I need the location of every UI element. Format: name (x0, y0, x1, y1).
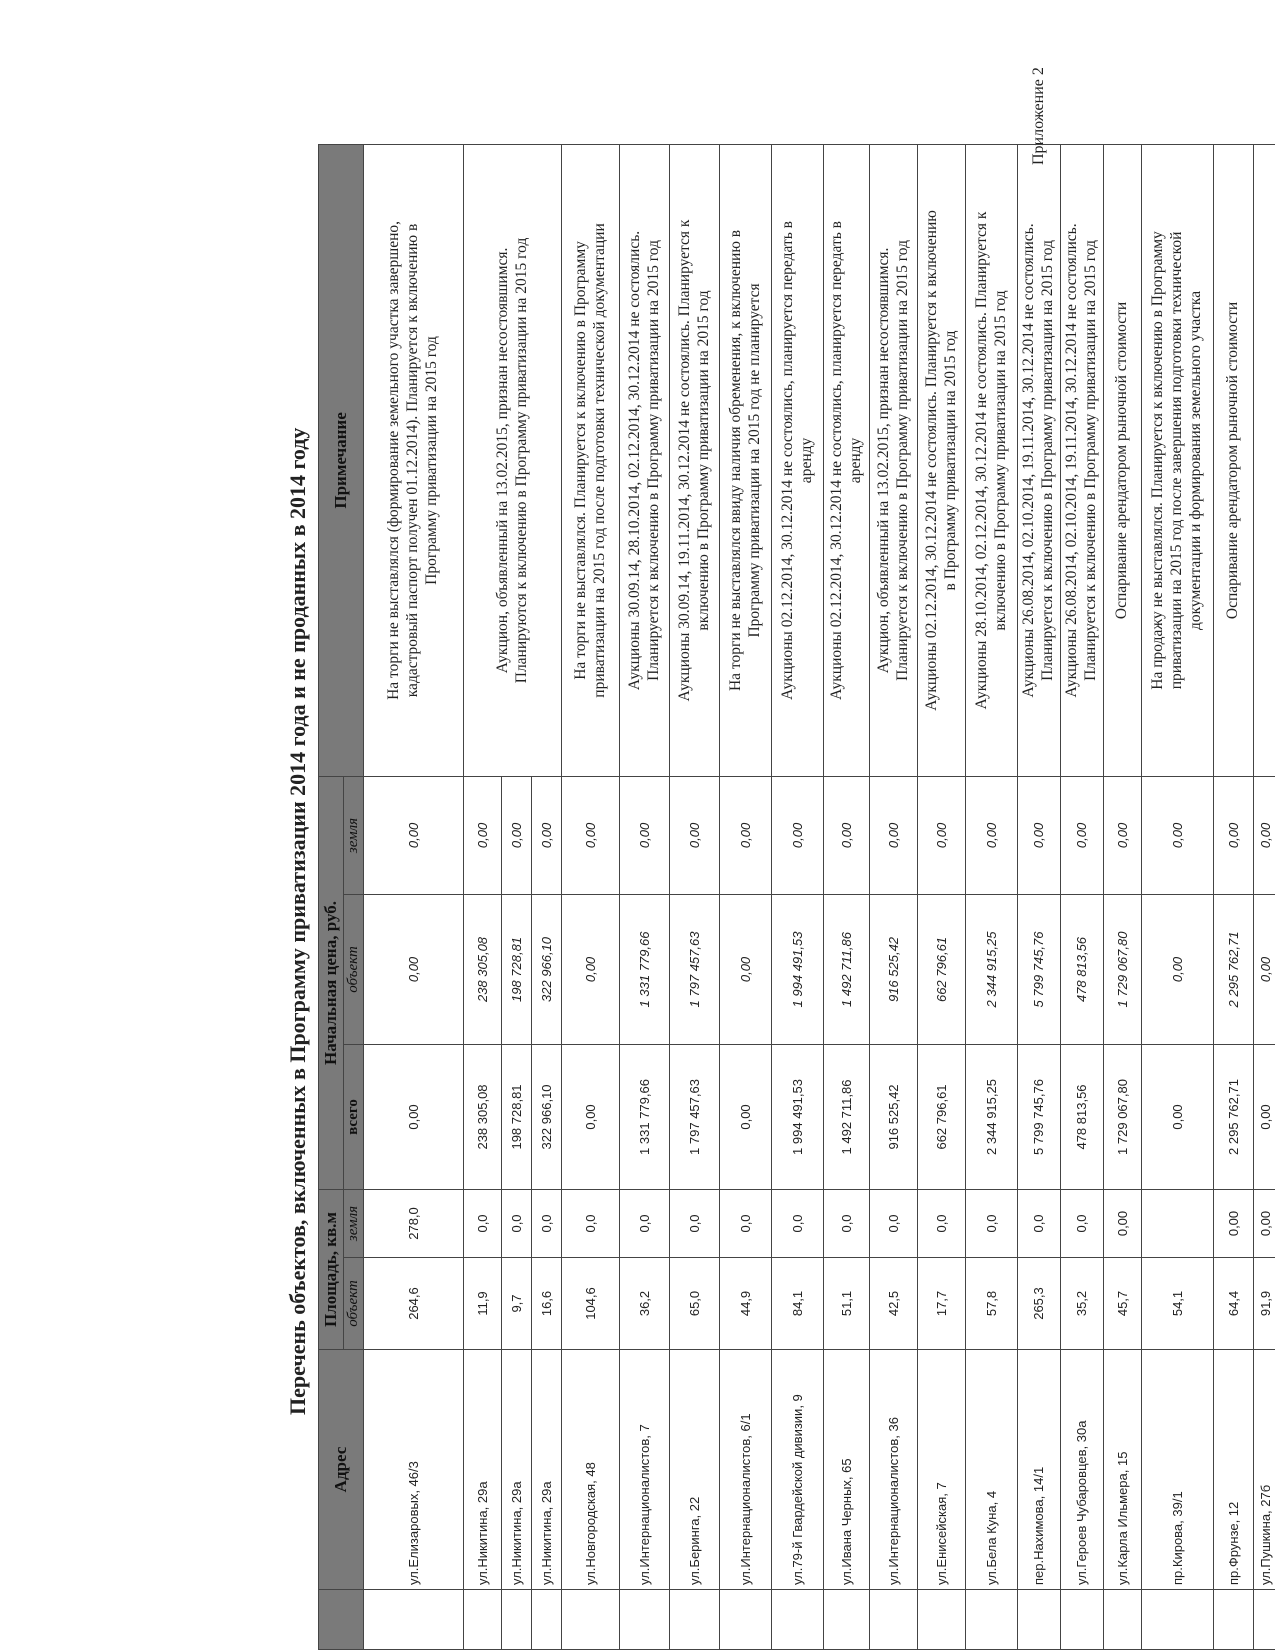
table-row (1213, 144, 1253, 1649)
row-area-object: 265,3 (1018, 1258, 1061, 1350)
row-price-land: 0,00 (562, 776, 620, 894)
row-price-total: 1 331 779,66 (620, 1044, 670, 1189)
note-line: Планируются к включению в Программу приватизации на 2015 год (512, 237, 530, 684)
table-row (918, 144, 966, 1649)
row-area-object: 36,2 (620, 1258, 670, 1350)
row-area-land: 0,0 (502, 1189, 532, 1257)
row-area-land: 0,0 (1060, 1189, 1103, 1257)
row-index (1103, 1590, 1141, 1650)
row-note (1141, 144, 1213, 776)
row-index (1060, 1590, 1103, 1650)
row-price-land: 0,00 (502, 776, 532, 894)
row-price-object: 5 799 745,76 (1018, 894, 1061, 1044)
row-area-object: 35,2 (1060, 1258, 1103, 1350)
row-price-land: 0,00 (870, 776, 918, 894)
row-price-land: 0,00 (772, 776, 824, 894)
table-row (720, 144, 772, 1649)
row-price-total: 322 966,10 (532, 1044, 562, 1189)
table-row (1018, 144, 1061, 1649)
note-line: аренду (797, 437, 815, 484)
note-line: Оспаривание арендатором рыночной стоимости (1223, 301, 1241, 620)
row-index (532, 1590, 562, 1650)
note-line: приватизации на 2015 год после подготовки технической документации (590, 223, 608, 698)
row-price-object: 0,00 (1253, 894, 1275, 1044)
row-price-object: 1 331 779,66 (620, 894, 670, 1044)
row-index (1141, 1590, 1213, 1650)
row-note (1018, 144, 1061, 776)
note-line: Аукционы 26.08.2014, 02.10.2014, 19.11.2014, 30.12.2014 не состоялись. (1062, 223, 1080, 698)
row-area-land: 0,0 (532, 1189, 562, 1257)
row-note (670, 144, 720, 776)
note-line: Аукционы 02.12.2014, 30.12.2014 не состоялись. Планируется к включению (922, 210, 940, 711)
header-area-land: земля (344, 1189, 364, 1257)
row-price-land: 0,00 (824, 776, 870, 894)
rotated-page: Приложение 2 Перечень объектов, включенных в Программу приватизации 2014 года и не проданных в 2014 году Адрес Площадь, кв.м Начальная цена, руб. Примечание объект земля всего объект земля ул.Елизаровых, 46/3 264,6 278,0 0,00 0,00 0,00 На торги не выставлялся (формирование земельного участка завершено, кадастровый паспорт получен 01.12.2014). Планируется к включению в Программу приватизации на 2015 год ул.Никитина, 29а 11,9 0,0 238 305,08 238 305,08 0,00 Аукцион, объявленный на 13.02.2015, признан несостоявшимся. Планируются к включению в Программу приватизации на 2015 год ул.Никитина, 29а 9,7 0,0 198 728,81 198 728,81 0,00 ул.Никитина, 29а 16,6 0,0 322 966,10 322 966,10 0,00 ул.Новгородская, 48 104,6 0,0 0,00 0,00 0,00 На торги не выставлялся. Планируется к включению в Программу приватизации на 2015 год после подготовки технической документации ул.Интернационалистов, 7 36,2 0,0 1 331 779,66 1 331 779,66 0,00 Аукционы 30.09.14, 28.10.2014, 02.12.2014, 30.12.2014 не состоялись. Планируется к включению в Программу приватизации на 2015 год ул.Беринга, 22 65,0 0,0 1 797 457,63 1 797 457,63 0,00 Аукционы 30.09.14, 19.11.2014, 30.12.2014 не состоялись. Планируется к включению в Программу приватизации на 2015 год ул.Интернационалистов, 6/1 44,9 0,0 0,00 0,00 0,00 На торги не выставлялся ввиду наличия обременения, к включению в Программу приватизации на 2015 год не планируется ул.79-й Гвардейской дивизии, 9 84,1 0,0 1 994 491,53 1 994 491,53 0,00 Аукционы 02.12.2014, 30.12.2014 не состоялись, планируется передать в аренду ул.Ивана Черных, 65 51,1 0,0 1 492 711,86 1 492 711,86 0,00 Аукционы 02.12.2014, 30.12.2014 не состоялись, планируется передать в аренду ул.Интернационалистов, 36 42,5 0,0 916 525,42 916 525,42 0,00 Аукцион, объявленный на 13.02.2015, признан несостоявшимся. Планируется к включению в Программу приватизации на 2015 год ул.Енисейская, 7 17,7 0,0 662 796,61 662 796,61 0,00 Аукционы 02.12.2014, 30.12.2014 не состоялись. Планируется к включению в Программу приватизации на 2015 год ул.Бела Куна, 4 57,8 0,0 2 344 915,25 2 344 915,25 0,00 Аукционы 28.10.2014, 02.12.2014, 30.12.2014 не состоялись. Планируется к включению в Программу приватизации на 2015 год пер.Нахимова, 14/1 265,3 0,0 5 799 745,76 5 799 745,76 0,00 Аукционы 26.08.2014, 02.10.2014, 19.11.2014, 30.12.2014 не состоялись. Планируется к включению в Программу приватизации на 2015 год ул.Героев Чубаровцев, 30а 35,2 0,0 478 813,56 478 813,56 0,00 Аукционы 26.08.2014, 02.10.2014, 19.11.2014, 30.12.2014 не состоялись. Планируется к включению в Программу приватизации на 2015 год ул.Карла Ильмера, 15 45,7 0,00 1 729 067,80 1 729 067,80 0,00 Оспаривание арендатором рыночной стоимости пр.Кирова, 39/1 54,1 0,00 0,00 0,00 На продажу не выставлялся. Планируется к включению в Программу приватизации на 2015 год после завершения подготовки технической документации и формирования земельного участка пр.Фрунзе, 12 64,4 0,00 2 295 762,71 2 295 762,71 0,00 Оспаривание арендатором рыночной стоимости ул.Пушкина, 27б 91,9 0,00 0,00 0,00 0,00 (0, 0, 1275, 1650)
row-note (364, 144, 464, 776)
row-price-object: 198 728,81 (502, 894, 532, 1044)
row-area-object: 91,9 (1253, 1258, 1275, 1350)
row-price-object: 1 797 457,63 (670, 894, 720, 1044)
header-area: Площадь, кв.м (319, 1189, 344, 1349)
header-idx (319, 1590, 364, 1650)
row-area-object: 264,6 (364, 1258, 464, 1350)
note-line: Аукцион, объявленный на 13.02.2015, признан несостоявшимся. (493, 247, 511, 674)
table-row (824, 144, 870, 1649)
row-price-total: 2 295 762,71 (1213, 1044, 1253, 1189)
row-index (1253, 1590, 1275, 1650)
row-price-land: 0,00 (364, 776, 464, 894)
row-address: ул.Новгородская, 48 (562, 1350, 620, 1590)
row-area-land: 0,0 (720, 1189, 772, 1257)
note-line: Планируется к включению в Программу приватизации на 2015 год (644, 240, 662, 681)
row-note (464, 144, 562, 776)
row-area-land: 0,0 (966, 1189, 1018, 1257)
note-line: Аукционы 28.10.2014, 02.12.2014, 30.12.2014 не состоялись. Планируется к (972, 211, 990, 710)
row-address: пр.Кирова, 39/1 (1141, 1350, 1213, 1590)
row-address: ул.Героев Чубаровцев, 30а (1060, 1350, 1103, 1590)
table-row (620, 144, 670, 1649)
row-price-object: 478 813,56 (1060, 894, 1103, 1044)
row-address: ул.Интернационалистов, 36 (870, 1350, 918, 1590)
note-line: документации и формирования земельного участка (1186, 290, 1204, 631)
row-note (620, 144, 670, 776)
row-area-land: 0,0 (772, 1189, 824, 1257)
row-price-land: 0,00 (966, 776, 1018, 894)
row-note (720, 144, 772, 776)
note-line: Программу приватизации на 2015 год (422, 336, 440, 585)
row-price-total: 478 813,56 (1060, 1044, 1103, 1189)
row-price-total: 2 344 915,25 (966, 1044, 1018, 1189)
row-index (870, 1590, 918, 1650)
row-note (824, 144, 870, 776)
row-price-total: 916 525,42 (870, 1044, 918, 1189)
row-area-land: 0,00 (1103, 1189, 1141, 1257)
row-area-land: 0,0 (620, 1189, 670, 1257)
note-line: На торги не выставлялся (формирование земельного участка завершено, (385, 221, 403, 700)
header-price-object: объект (344, 894, 364, 1044)
row-index (670, 1590, 720, 1650)
row-price-object: 1 492 711,86 (824, 894, 870, 1044)
page-title: Перечень объектов, включенных в Программу приватизации 2014 года и не проданных в 2014 году (285, 427, 310, 1415)
row-price-object: 916 525,42 (870, 894, 918, 1044)
row-area-object: 9,7 (502, 1258, 532, 1350)
note-line: Планируется к включению в Программу приватизации на 2015 год (1038, 240, 1056, 681)
row-index (1213, 1590, 1253, 1650)
row-price-land: 0,00 (1060, 776, 1103, 894)
note-line: Аукционы 30.09.14, 28.10.2014, 02.12.2014, 30.12.2014 не состоялись. (625, 230, 643, 691)
row-price-object: 0,00 (720, 894, 772, 1044)
row-area-object: 11,9 (464, 1258, 502, 1350)
row-area-object: 42,5 (870, 1258, 918, 1350)
row-price-total: 238 305,08 (464, 1044, 502, 1189)
row-note (1213, 144, 1253, 776)
table-row (1141, 144, 1213, 1649)
note-line: Аукционы 30.09.14, 19.11.2014, 30.12.2014 не состоялись. Планируется к (675, 219, 693, 702)
row-note (1253, 144, 1275, 776)
row-index (364, 1590, 464, 1650)
row-price-object: 0,00 (562, 894, 620, 1044)
row-price-land: 0,00 (670, 776, 720, 894)
row-address: ул.Бела Куна, 4 (966, 1350, 1018, 1590)
row-address: ул.Енисейская, 7 (918, 1350, 966, 1590)
row-price-land: 0,00 (1213, 776, 1253, 894)
note-line: На торги не выставлялся ввиду наличия обременения, к включению в (726, 229, 744, 692)
row-address: ул.Интернационалистов, 6/1 (720, 1350, 772, 1590)
row-index (918, 1590, 966, 1650)
header-area-object: объект (344, 1258, 364, 1350)
row-area-object: 16,6 (532, 1258, 562, 1350)
row-price-total: 0,00 (1253, 1044, 1275, 1189)
row-price-total: 0,00 (562, 1044, 620, 1189)
table-body (364, 144, 1275, 1649)
row-area-land (1141, 1189, 1213, 1257)
row-note (918, 144, 966, 776)
row-area-object: 57,8 (966, 1258, 1018, 1350)
row-price-object: 238 305,08 (464, 894, 502, 1044)
row-index (620, 1590, 670, 1650)
row-area-object: 65,0 (670, 1258, 720, 1350)
row-area-land: 0,0 (870, 1189, 918, 1257)
row-price-land: 0,00 (464, 776, 502, 894)
row-price-total: 198 728,81 (502, 1044, 532, 1189)
header-price-land: земля (344, 776, 364, 894)
row-price-land: 0,00 (918, 776, 966, 894)
row-price-object: 1 994 491,53 (772, 894, 824, 1044)
row-address: ул.Карла Ильмера, 15 (1103, 1350, 1141, 1590)
note-line: аренду (846, 437, 864, 484)
row-price-land: 0,00 (1018, 776, 1061, 894)
row-index (772, 1590, 824, 1650)
row-address: ул.Ивана Черных, 65 (824, 1350, 870, 1590)
row-price-total: 0,00 (720, 1044, 772, 1189)
note-line: На торги не выставлялся. Планируется к включению в Программу (571, 241, 589, 680)
note-line: приватизации на 2015 год после завершения подготовки технической (1167, 231, 1185, 690)
row-address: ул.Никитина, 29а (464, 1350, 502, 1590)
row-index (720, 1590, 772, 1650)
note-line: включению в Программу приватизации на 2015 год (694, 290, 712, 631)
row-index (966, 1590, 1018, 1650)
table-row (670, 144, 720, 1649)
row-address: ул.Интернационалистов, 7 (620, 1350, 670, 1590)
row-note (870, 144, 918, 776)
row-price-land: 0,00 (1253, 776, 1275, 894)
row-price-total: 1 994 491,53 (772, 1044, 824, 1189)
row-area-object: 84,1 (772, 1258, 824, 1350)
table-row (364, 144, 464, 1649)
row-index (1018, 1590, 1061, 1650)
row-price-object: 2 295 762,71 (1213, 894, 1253, 1044)
row-price-object: 0,00 (364, 894, 464, 1044)
row-address: пер.Нахимова, 14/1 (1018, 1350, 1061, 1590)
note-line: Аукционы 26.08.2014, 02.10.2014, 19.11.2014, 30.12.2014 не состоялись. (1020, 223, 1037, 698)
table-row (772, 144, 824, 1649)
row-area-object: 104,6 (562, 1258, 620, 1350)
table-row (464, 144, 502, 1649)
row-area-land: 278,0 (364, 1189, 464, 1257)
table-row (562, 144, 620, 1649)
row-area-land: 0,0 (562, 1189, 620, 1257)
row-price-total: 0,00 (364, 1044, 464, 1189)
row-note (772, 144, 824, 776)
row-note (562, 144, 620, 776)
note-line: в Программу приватизации на 2015 год (941, 330, 959, 591)
row-price-total: 1 729 067,80 (1103, 1044, 1141, 1189)
note-line: На продажу не выставлялся. Планируется к включению в Программу (1148, 231, 1166, 690)
row-area-object: 54,1 (1141, 1258, 1213, 1350)
header-row (319, 144, 344, 1649)
row-address: ул.Беринга, 22 (670, 1350, 720, 1590)
note-line: Программу приватизации на 2015 год не планируется (745, 283, 763, 638)
note-line: Планируется к включению в Программу приватизации на 2015 год (893, 240, 911, 681)
row-area-land: 0,0 (918, 1189, 966, 1257)
row-price-land: 0,00 (1103, 776, 1141, 894)
row-note (966, 144, 1018, 776)
row-price-object: 322 966,10 (532, 894, 562, 1044)
row-price-total: 0,00 (1141, 1044, 1213, 1189)
row-note (1103, 144, 1141, 776)
note-line: включению в Программу приватизации на 2015 год (991, 290, 1009, 631)
row-area-object: 45,7 (1103, 1258, 1141, 1350)
header-price: Начальная цена, руб. (319, 776, 344, 1189)
note-line: Аукционы 02.12.2014, 30.12.2014 не состоялись, планируется передать в (778, 221, 796, 700)
row-note (1060, 144, 1103, 776)
row-area-object: 64,4 (1213, 1258, 1253, 1350)
row-index (464, 1590, 502, 1650)
row-address: ул.Пушкина, 27б (1253, 1350, 1275, 1590)
row-index (824, 1590, 870, 1650)
row-area-land: 0,0 (824, 1189, 870, 1257)
row-price-object: 2 344 915,25 (966, 894, 1018, 1044)
row-price-land: 0,00 (532, 776, 562, 894)
row-price-total: 662 796,61 (918, 1044, 966, 1189)
row-area-land: 0,0 (464, 1189, 502, 1257)
row-address: пр.Фрунзе, 12 (1213, 1350, 1253, 1590)
row-price-object: 0,00 (1141, 894, 1213, 1044)
note-line: Аукцион, объявленный на 13.02.2015, признан несостоявшимся. (874, 247, 892, 674)
row-price-object: 1 729 067,80 (1103, 894, 1141, 1044)
row-price-total: 1 797 457,63 (670, 1044, 720, 1189)
table-row (1253, 144, 1275, 1649)
row-price-land: 0,00 (720, 776, 772, 894)
note-line: Аукционы 02.12.2014, 30.12.2014 не состоялись, планируется передать в (827, 221, 845, 700)
row-price-total: 5 799 745,76 (1018, 1044, 1061, 1189)
header-price-total: всего (344, 1044, 364, 1189)
row-address: ул.Елизаровых, 46/3 (364, 1350, 464, 1590)
row-address: ул.Никитина, 29а (532, 1350, 562, 1590)
table-row (870, 144, 918, 1649)
header-address: Адрес (319, 1350, 364, 1590)
note-line: Оспаривание арендатором рыночной стоимости (1112, 301, 1130, 620)
row-area-land: 0,0 (670, 1189, 720, 1257)
row-area-land: 0,0 (1018, 1189, 1061, 1257)
row-area-land: 0,00 (1213, 1189, 1253, 1257)
row-area-object: 17,7 (918, 1258, 966, 1350)
row-index (502, 1590, 532, 1650)
row-index (562, 1590, 620, 1650)
row-address: ул.79-й Гвардейской дивизии, 9 (772, 1350, 824, 1590)
table-row (1103, 144, 1141, 1649)
row-price-land: 0,00 (1141, 776, 1213, 894)
row-price-object: 662 796,61 (918, 894, 966, 1044)
row-price-total: 1 492 711,86 (824, 1044, 870, 1189)
row-address: ул.Никитина, 29а (502, 1350, 532, 1590)
row-price-land: 0,00 (620, 776, 670, 894)
row-area-object: 44,9 (720, 1258, 772, 1350)
objects-table (318, 144, 1275, 1650)
note-line: кадастровый паспорт получен 01.12.2014). Планируется к включению в (404, 223, 422, 698)
header-note: Примечание (319, 144, 364, 776)
row-area-land: 0,00 (1253, 1189, 1275, 1257)
note-line: Планируется к включению в Программу приватизации на 2015 год (1081, 240, 1099, 681)
table-row (966, 144, 1018, 1649)
table-row (1060, 144, 1103, 1649)
row-area-object: 51,1 (824, 1258, 870, 1350)
